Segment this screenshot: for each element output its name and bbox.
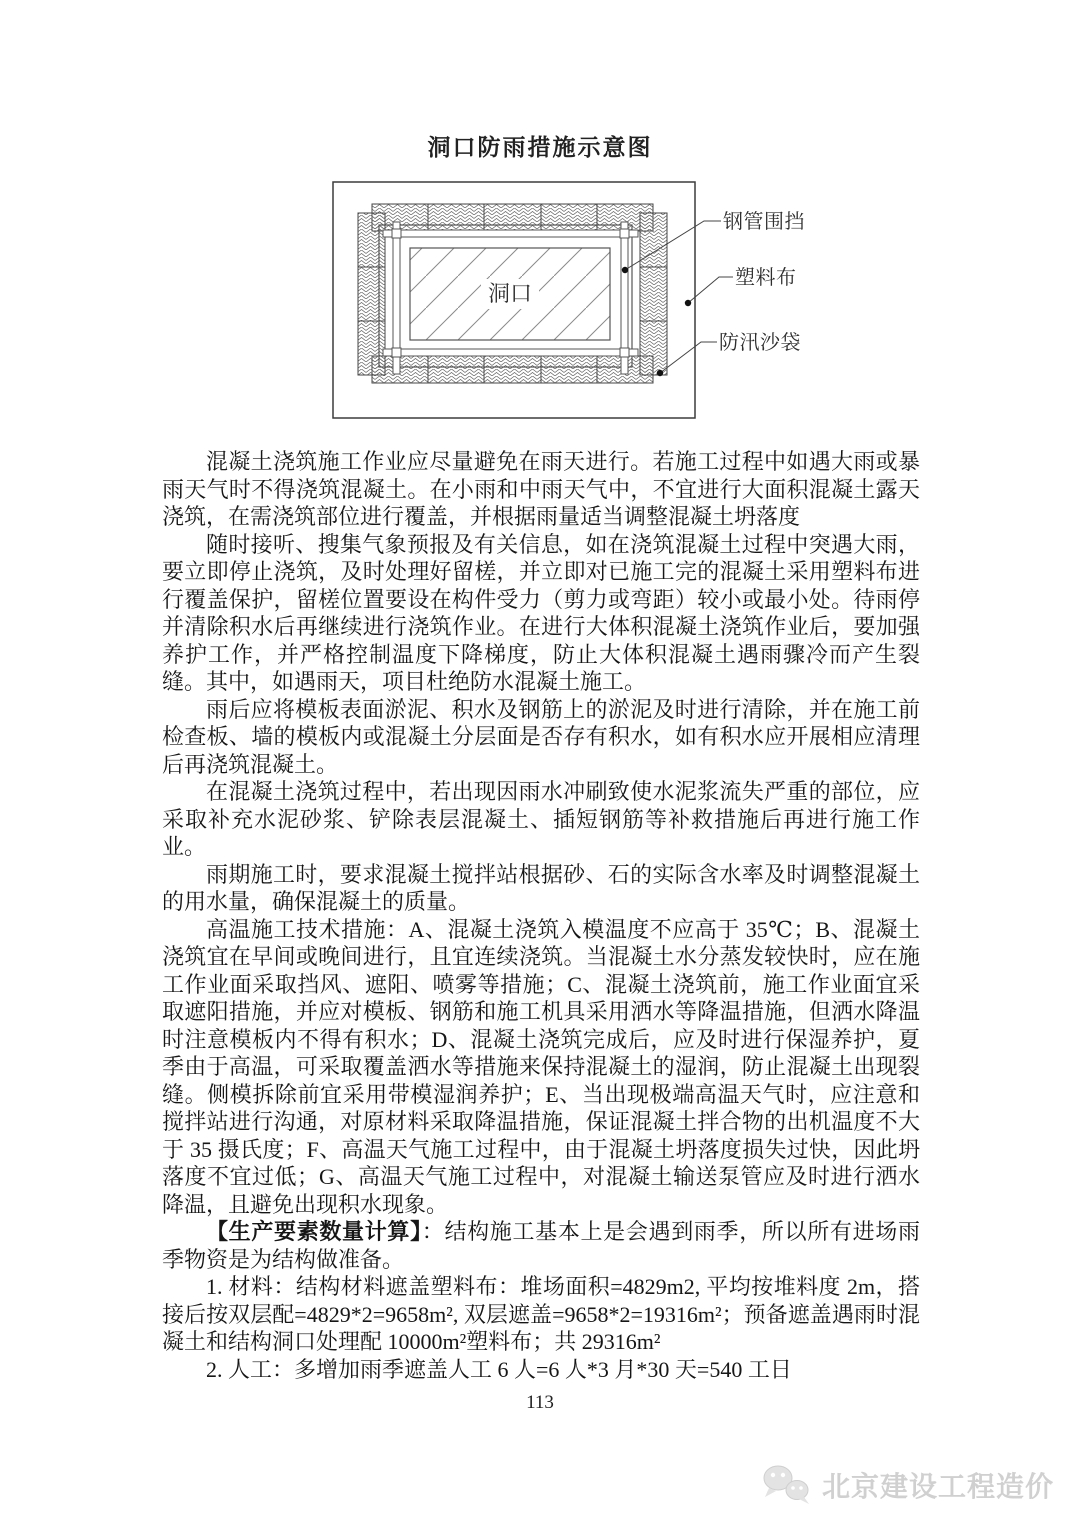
calc-heading: 【生产要素数量计算】 [206,1219,422,1244]
paragraph-rain-2: 随时接听、搜集气象预报及有关信息，如在浇筑混凝土过程中突遇大雨，要立即停止浇筑，及时处理好留槎，并立即对已施工完的混凝土采用塑料布进行覆盖保护，留槎位置要设在构件受力（剪力或弯距）较小或最小处。待雨停并清除积水后再继续进行浇筑作业。在进行大体积混凝土浇筑作业后，要加强养护工作，并严格控制温度下降梯度，防止大体积混凝土遇雨骤冷而产生裂缝。其中，如遇雨天，项目杜绝防水混凝土施工。 [162,531,920,694]
paragraph-material: 1. 材料：结构材料遮盖塑料布：堆场面积=4829m2, 平均按堆料度 2m，搭接后按双层配=4829*2=9658m², 双层遮盖=9658*2=19316m²；预备遮盖遇雨时混凝土和结构洞口处理配 10000m²塑料布；共 29316m² [162,1274,920,1354]
leader-dot [622,267,628,273]
paragraph-rain-3: 雨后应将模板表面淤泥、积水及钢筋上的淤泥及时进行清除，并在施工前检查板、墙的模板内或混凝土分层面是否存有积水，如有积水应开展相应清理后再浇筑混凝土。 [162,696,920,777]
leader-dot [657,370,663,376]
footer-watermark [758,1463,1054,1507]
label-sandbag: 防汛沙袋 [719,332,801,354]
paragraph-rain-4: 在混凝土浇筑过程中，若出现因雨水冲刷致使水泥浆流失严重的部位，应采取补充水泥砂浆、铲除表层混凝土、插短钢筋等补救措施后再进行施工作业。 [162,779,920,859]
label-steel-pipe: 钢管围挡 [723,211,805,233]
page-title: 洞口防雨措施示意图 [427,135,653,160]
calc-body: ：结构施工基本上是会遇到雨季，所以所有进场雨季物资是为结构做准备。 [162,1219,920,1272]
label-plastic-sheet: 塑料布 [735,267,797,289]
wechat-icon [758,1463,814,1507]
leader-dot [685,300,691,306]
paragraph-rain-5: 雨期施工时，要求混凝土搅拌站根据砂、石的实际含水率及时调整混凝土的用水量，确保混凝土的质量。 [162,861,920,914]
paragraph-labor: 2. 人工：多增加雨季遮盖人工 6 人=6 人*3 月*30 天=540 工日 [206,1356,792,1382]
paragraph-calc [162,1218,920,1273]
pipe-clamp [392,229,401,238]
pipe-clamp [620,348,629,357]
body-text [162,448,920,1383]
paragraph-rain-1: 混凝土浇筑施工作业应尽量避免在雨天进行。若施工过程中如遇大雨或暴雨天气时不得浇筑混凝土。在小雨和中雨天气中，不宜进行大面积混凝土露天浇筑，在需浇筑部位进行覆盖，并根据雨量适当调整混凝土坍落度 [162,449,920,529]
pipe-clamp [620,229,629,238]
footer-brand-text: 北京建设工程造价 [821,1472,1054,1503]
paragraph-high-temp: 高温施工技术措施：A、混凝土浇筑入模温度不应高于 35℃；B、混凝土浇筑宜在早间或晚间进行，且宜连续浇筑。当混凝土水分蒸发较快时，应在施工作业面采取挡风、遮阳、喷雾等措施；C、混凝土浇筑前，施工作业面宜采取遮阳措施，并应对模板、钢筋和施工机具采用洒水等降温措施，但洒水降温时注意模板内不得有积水；D、混凝土浇筑完成后，应及时进行保湿养护，夏季由于高温，可采取覆盖洒水等措施来保持混凝土的湿润，防止混凝土出现裂缝。侧模拆除前宜采用带模湿润养护；E、当出现极端高温天气时，应注意和搅拌站进行沟通，对原材料采取降温措施，保证混凝土拌合物的出机温度不大于 35 摄氏度；F、高温天气施工过程中，由于混凝土坍落度损失过快，因此坍落度不宜过低；G、高温天气施工过程中，对混凝土输送泵管应及时进行洒水降温，且避免出现积水现象。 [162,916,920,1217]
opening-rain-protection-diagram [330,180,815,422]
page-number: 113 [526,1392,554,1413]
pipe-clamp [392,348,401,357]
opening-label: 洞口 [487,281,533,306]
